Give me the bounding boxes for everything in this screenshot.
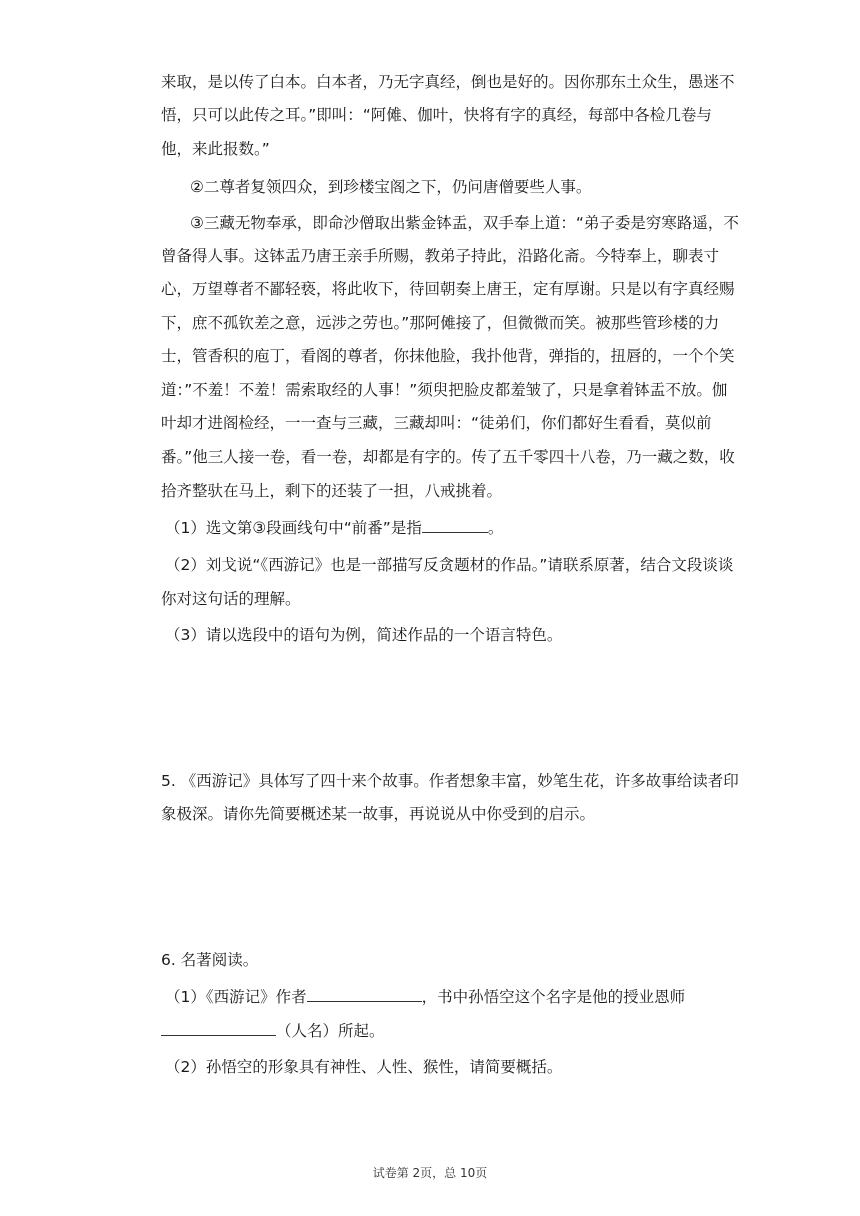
q6-sub2: （2）孙悟空的形象具有神性、人性、猴性，请简要概括。 bbox=[165, 1058, 563, 1076]
passage-line: 拾齐整驮在马上，剩下的还装了一担，八戒挑着。 bbox=[161, 482, 503, 500]
q6-sub1-text-2: ，书中孙悟空这个名字是他的授业恩师 bbox=[421, 988, 686, 1006]
q4-sub2-line1: （2）刘戈说“《西游记》也是一部描写反贪题材的作品。”请联系原著，结合文段谈谈 bbox=[165, 556, 734, 574]
q4-sub1 bbox=[165, 518, 503, 538]
passage-line: 番。”他三人接一卷，看一卷，却都是有字的。传了五千零四十八卷，乃一藏之数，收 bbox=[161, 448, 735, 466]
q6-sub1-line2 bbox=[161, 1021, 385, 1041]
q4-sub3: （3）请以选段中的语句为例，简述作品的一个语言特色。 bbox=[165, 626, 563, 644]
q6-sub1-text-3: （人名）所起。 bbox=[276, 1022, 385, 1040]
passage-line: 道：”不羞！不羞！需索取经的人事！”须臾把脸皮都羞皱了，只是拿着钵盂不放。伽 bbox=[161, 381, 728, 399]
q6-author-blank[interactable] bbox=[307, 987, 422, 1002]
passage-paragraph-3: ③三藏无物奉承，即命沙僧取出紫金钵盂，双手奉上道：“弟子委是穷寒路遥，不 bbox=[190, 214, 739, 232]
q6-teacher-blank[interactable] bbox=[161, 1021, 276, 1036]
passage-line: 他，来此报数。” bbox=[161, 140, 270, 158]
q4-sub2-line2: 你对这句话的理解。 bbox=[161, 590, 301, 608]
passage-line: 曾备得人事。这钵盂乃唐王亲手所赐，教弟子持此，沿路化斋。今特奉上，聊表寸 bbox=[161, 247, 720, 265]
page-footer: 试卷第 2页，总 10页 bbox=[372, 1166, 488, 1180]
passage-line: 士，管香积的庖丁，看阁的尊者，你抹他脸，我扑他背，弹指的，扭唇的，一个个笑 bbox=[161, 347, 735, 365]
q4-sub1-text: （1）选文第③段画线句中“前番”是指 bbox=[165, 519, 422, 537]
q5-line2: 象极深。请你先简要概述某一故事，再说说从中你受到的启示。 bbox=[161, 805, 596, 823]
passage-line: 悟，只可以此传之耳。”即叫：“阿傩、伽叶，快将有字的真经，每部中各检几卷与 bbox=[161, 106, 712, 124]
passage-line: 下，庶不孤钦差之意，远涉之劳也。”那阿傩接了，但微微而笑。被那些管珍楼的力 bbox=[161, 314, 720, 332]
passage-line: 来取，是以传了白本。白本者，乃无字真经，倒也是好的。因你那东土众生，愚迷不 bbox=[161, 73, 735, 91]
q6-sub1-line1 bbox=[165, 987, 685, 1007]
q4-sub1-end: 。 bbox=[487, 519, 504, 537]
q4-sub1-answer-blank[interactable] bbox=[422, 518, 488, 533]
passage-line: 叶却才进阁检经，一一查与三藏，三藏却叫：“徒弟们，你们都好生看看，莫似前 bbox=[161, 414, 712, 432]
q6-title: 6. 名著阅读。 bbox=[161, 951, 259, 969]
passage-line: 心，万望尊者不鄙轻亵，将此收下，待回朝奏上唐王，定有厚谢。只是以有字真经赐 bbox=[161, 280, 735, 298]
q5-line1: 5. 《西游记》具体写了四十来个故事。作者想象丰富，妙笔生花，许多故事给读者印 bbox=[161, 772, 739, 790]
passage-paragraph-2: ②二尊者复领四众，到珍楼宝阁之下，仍问唐僧要些人事。 bbox=[190, 178, 592, 196]
q6-sub1-text: （1）《西游记》作者 bbox=[165, 988, 307, 1006]
